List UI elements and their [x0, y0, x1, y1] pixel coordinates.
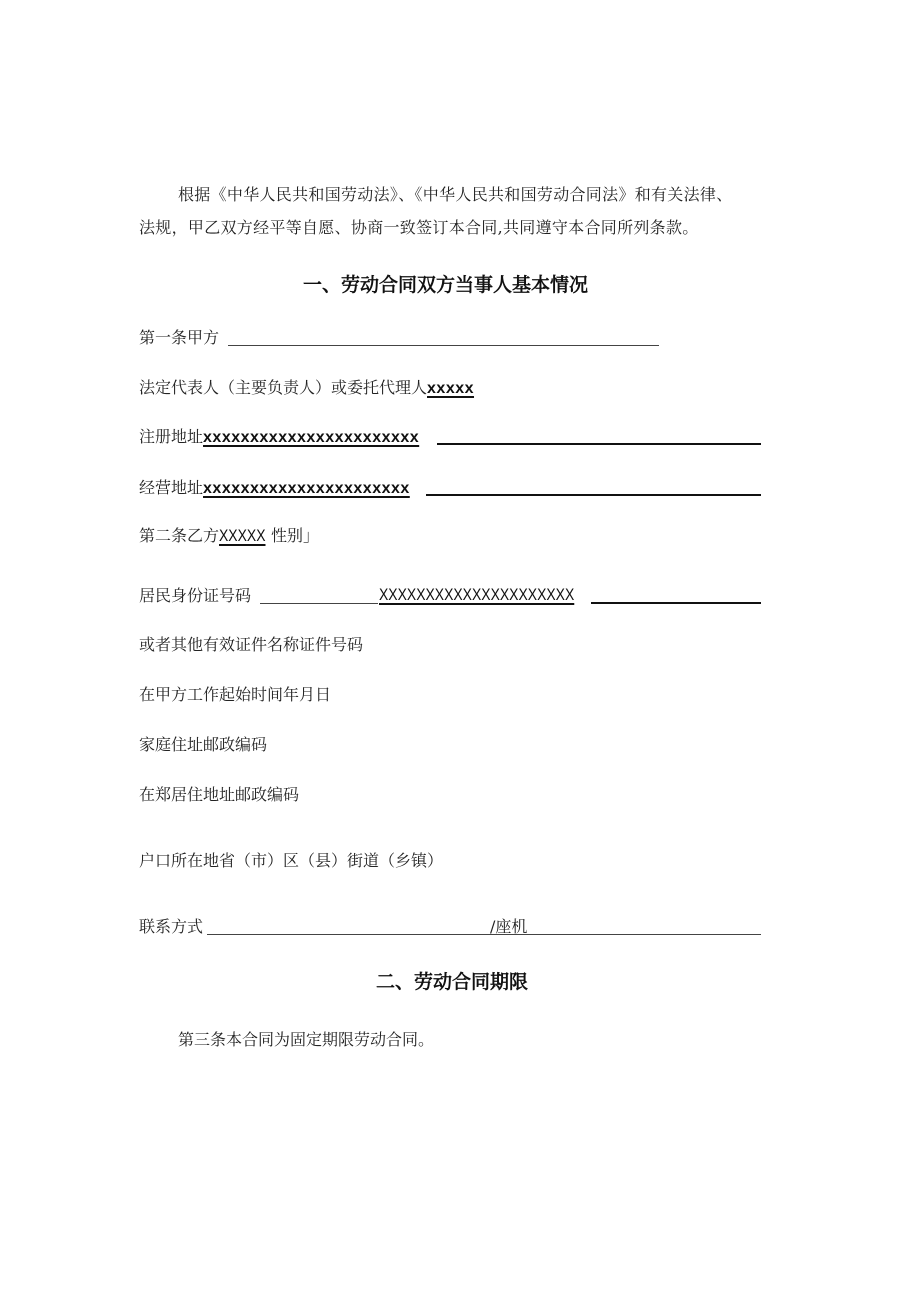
- registered-address-blank: [437, 443, 761, 445]
- registered-address-row: [139, 427, 419, 448]
- other-id-label: 或者其他有效证件名称证件号码: [139, 635, 364, 654]
- registered-address-label: 注册地址: [139, 427, 204, 446]
- section-1-heading: 一、劳动合同双方当事人基本情况: [303, 274, 589, 296]
- id-number-value: XXXXXXXXXXXXXXXXXXXXX: [379, 585, 575, 604]
- party-a-blank: [228, 345, 659, 346]
- section-2-heading: 二、劳动合同期限: [376, 971, 529, 993]
- local-residence-label: 在郑居住地址邮政编码: [139, 785, 300, 804]
- hukou-label: 户口所在地省（市）区（县）街道（乡镇）: [139, 851, 444, 870]
- representative-label: 法定代表人（主要负责人）或委托代理人: [139, 378, 428, 397]
- id-number-blank-left: [260, 603, 378, 604]
- operating-address-label: 经营地址: [139, 478, 204, 497]
- start-time-label: 在甲方工作起始时间年月日: [139, 685, 332, 704]
- representative-value: xxxxx: [427, 380, 475, 397]
- contact-blank: [207, 934, 490, 935]
- registered-address-value: xxxxxxxxxxxxxxxxxxxxxxx: [203, 429, 420, 446]
- intro-line-1: 根据《中华人民共和国劳动法》、《中华人民共和国劳动合同法》和有关法律、: [178, 185, 733, 204]
- intro-line-2: 法规，甲乙双方经平等自愿、协商一致签订本合同,共同遵守本合同所列条款。: [139, 218, 699, 237]
- party-b-name-value: XXXXX: [219, 526, 266, 545]
- article-2-label: 第二条乙方: [139, 526, 220, 545]
- gender-label: 性别」: [271, 526, 320, 545]
- id-number-blank-right: [591, 602, 761, 604]
- contact-label: 联系方式: [139, 917, 204, 936]
- article-3-text: 第三条本合同为固定期限劳动合同。: [178, 1030, 435, 1049]
- article-2-row: [139, 526, 319, 546]
- representative-row: [139, 378, 474, 399]
- operating-address-row: [139, 478, 410, 499]
- home-address-label: 家庭住址邮政编码: [139, 735, 268, 754]
- article-1-label: 第一条甲方: [139, 328, 220, 347]
- landline-blank: [490, 934, 761, 935]
- operating-address-value: xxxxxxxxxxxxxxxxxxxxxx: [203, 480, 410, 497]
- id-number-label: 居民身份证号码: [139, 586, 252, 605]
- operating-address-blank: [426, 494, 761, 496]
- landline-label: /座机: [490, 917, 528, 936]
